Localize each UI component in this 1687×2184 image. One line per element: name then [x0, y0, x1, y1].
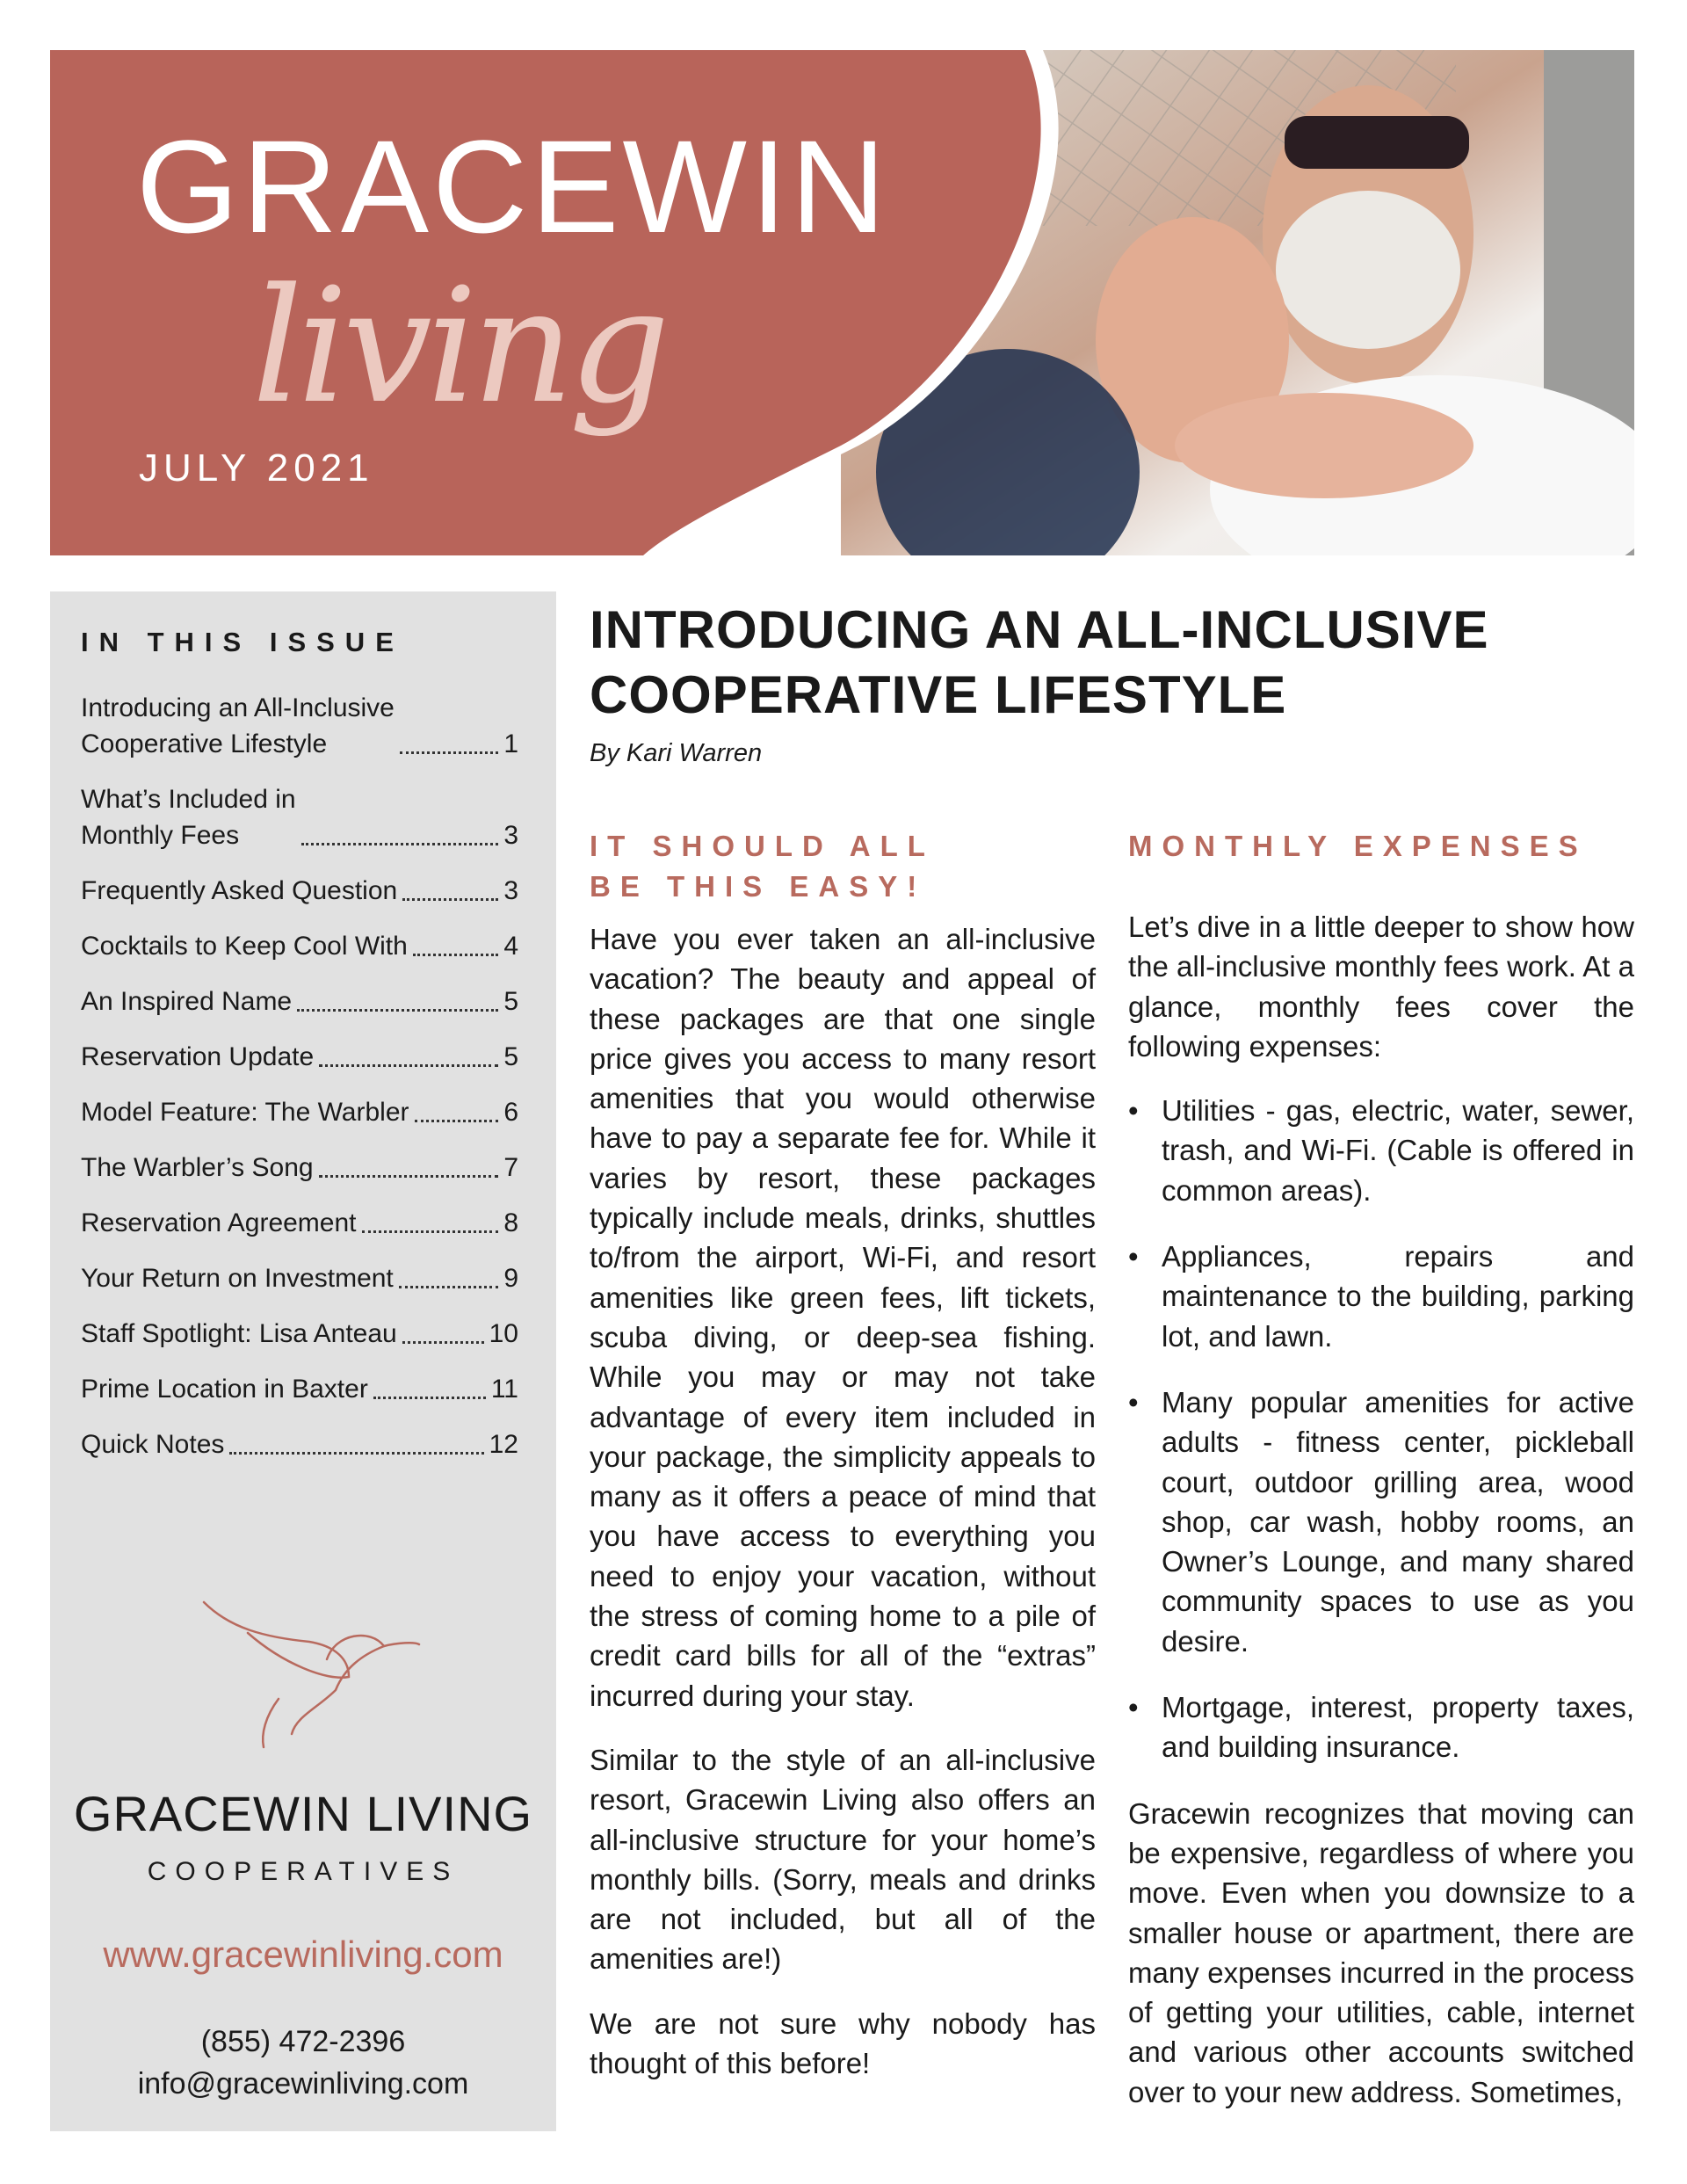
toc-label: An Inspired Name — [81, 987, 293, 1016]
section-heading: MONTHLY EXPENSES — [1128, 830, 1588, 862]
toc-page: 5 — [503, 987, 518, 1016]
expense-list — [1128, 1091, 1634, 1767]
toc-item[interactable] — [81, 1094, 518, 1130]
toc-item[interactable] — [81, 781, 518, 853]
toc-label: Model Feature: The Warbler — [81, 1098, 409, 1127]
paragraph: Gracewin recognizes that moving can be expensive, regardless of where you move. Even when you downsize to a smaller house or apartment, there are many expenses incurred in the process of getting your utilities, cable, internet and various other accounts switched over to your new address. Sometimes, — [1128, 1796, 1634, 2108]
toc-item[interactable] — [81, 873, 518, 909]
toc-page: 4 — [503, 932, 518, 961]
masthead — [50, 50, 1634, 555]
toc-label: Staff Spotlight: Lisa Anteau — [81, 1319, 397, 1348]
company-logo-subtitle: COOPERATIVES — [147, 1857, 460, 1886]
toc-page: 10 — [489, 1319, 518, 1348]
toc-label: Cocktails to Keep Cool With — [81, 932, 408, 961]
hummingbird-logo-icon — [195, 1593, 424, 1752]
toc-page: 3 — [503, 821, 518, 850]
toc-label: Frequently Asked Question — [81, 876, 398, 905]
sunglasses — [1285, 116, 1469, 169]
toc-label: Reservation Update — [81, 1042, 315, 1071]
paragraph: Similar to the style of an all-inclusive resort, Gracewin Living also offers an all-inclusive structure for your home’s monthly bills. (Sorry, meals and drinks are not included, but all of the amenities are!) — [590, 1743, 1096, 1976]
sidebar — [50, 591, 556, 2131]
toc-item[interactable] — [81, 1316, 518, 1352]
article-byline: By Kari Warren — [590, 739, 763, 767]
website-link[interactable]: www.gracewinliving.com — [103, 1934, 503, 1975]
paragraph: Have you ever taken an all-inclusive vacation? The beauty and appeal of these packages are that one single price gives you access to many resort amenities that you would otherwise have to pay a separate fee for. While it varies by resort, these packages typically include meals, drinks, shuttles to/from the airport, Wi-Fi, and resort amenities like green fees, lift tickets, scuba diving, or deep-sea fishing. While you may or may not take advantage of every item included in your package, the simplicity appeals to many as it offers a peace of mind that you have access to everything you need to enjoy your vacation, without the stress of coming home to a pile of credit card bills for all of the “extras” incurred during your stay. — [590, 923, 1096, 1712]
list-item: • Appliances, repairs and maintenance to the building, parking lot, and lawn. — [1128, 1237, 1634, 1356]
sidebar-title: IN THIS ISSUE — [81, 627, 404, 657]
toc-item[interactable] — [81, 1371, 518, 1407]
toc-page: 6 — [503, 1098, 518, 1127]
section-heading: IT SHOULD ALL BE THIS EASY! — [590, 830, 935, 903]
company-logo-name: GRACEWIN LIVING — [73, 1786, 533, 1841]
toc-label: What’s Included in Monthly Fees — [81, 785, 296, 850]
list-item: • Many popular amenities for active adults - fitness center, pickleball court, outdoor grilling area, wood shop, car wash, hobby rooms, an Owner’s Lounge, and many shared community spaces to use as you desire. — [1128, 1382, 1634, 1661]
toc-label: Reservation Agreement — [81, 1208, 357, 1237]
toc-item[interactable] — [81, 1205, 518, 1241]
article-title: INTRODUCING AN ALL-INCLUSIVE COOPERATIVE LIFESTYLE — [590, 600, 1489, 724]
toc-item[interactable] — [81, 1039, 518, 1075]
toc-item[interactable] — [81, 1426, 518, 1462]
toc-page: 5 — [503, 1042, 518, 1071]
toc-page: 9 — [503, 1264, 518, 1293]
toc-page: 1 — [503, 729, 518, 758]
toc-page: 3 — [503, 876, 518, 905]
toc-label: Introducing an All-Inclusive Cooperative Lifestyle — [81, 693, 395, 758]
masthead-script: living — [252, 255, 665, 439]
list-item: • Mortgage, interest, property taxes, and building insurance. — [1128, 1687, 1634, 1767]
toc-item[interactable] — [81, 983, 518, 1019]
toc-label: Prime Location in Baxter — [81, 1375, 368, 1404]
toc-item[interactable] — [81, 1150, 518, 1186]
article-column-2 — [1128, 826, 1634, 2137]
toc-label: The Warbler’s Song — [81, 1153, 314, 1182]
phone-number[interactable]: (855) 472-2396 — [200, 2025, 406, 2058]
hand — [1175, 393, 1473, 498]
table-of-contents — [81, 690, 518, 1482]
paragraph: We are not sure why nobody has thought of this before! — [590, 2006, 1096, 2080]
toc-item[interactable] — [81, 928, 518, 964]
toc-page: 11 — [490, 1375, 518, 1404]
toc-item[interactable] — [81, 690, 518, 762]
toc-label: Quick Notes — [81, 1430, 225, 1459]
article-column-1 — [590, 826, 1096, 2108]
issue-date: JULY 2021 — [139, 446, 374, 490]
toc-page: 7 — [503, 1153, 518, 1182]
list-item: • Utilities - gas, electric, water, sewer, trash, and Wi-Fi. (Cable is offered in common areas). — [1128, 1091, 1634, 1210]
toc-page: 12 — [489, 1430, 518, 1459]
toc-item[interactable] — [81, 1260, 518, 1296]
masthead-title: GRACEWIN — [136, 112, 889, 260]
toc-page: 8 — [503, 1208, 518, 1237]
article-header — [590, 598, 1635, 769]
email-link[interactable]: info@gracewinliving.com — [137, 2067, 469, 2101]
toc-label: Your Return on Investment — [81, 1264, 394, 1293]
paragraph: Let’s dive in a little deeper to show how the all-inclusive monthly fees work. At a glance, monthly fees cover the following expenses: — [1128, 911, 1634, 1063]
